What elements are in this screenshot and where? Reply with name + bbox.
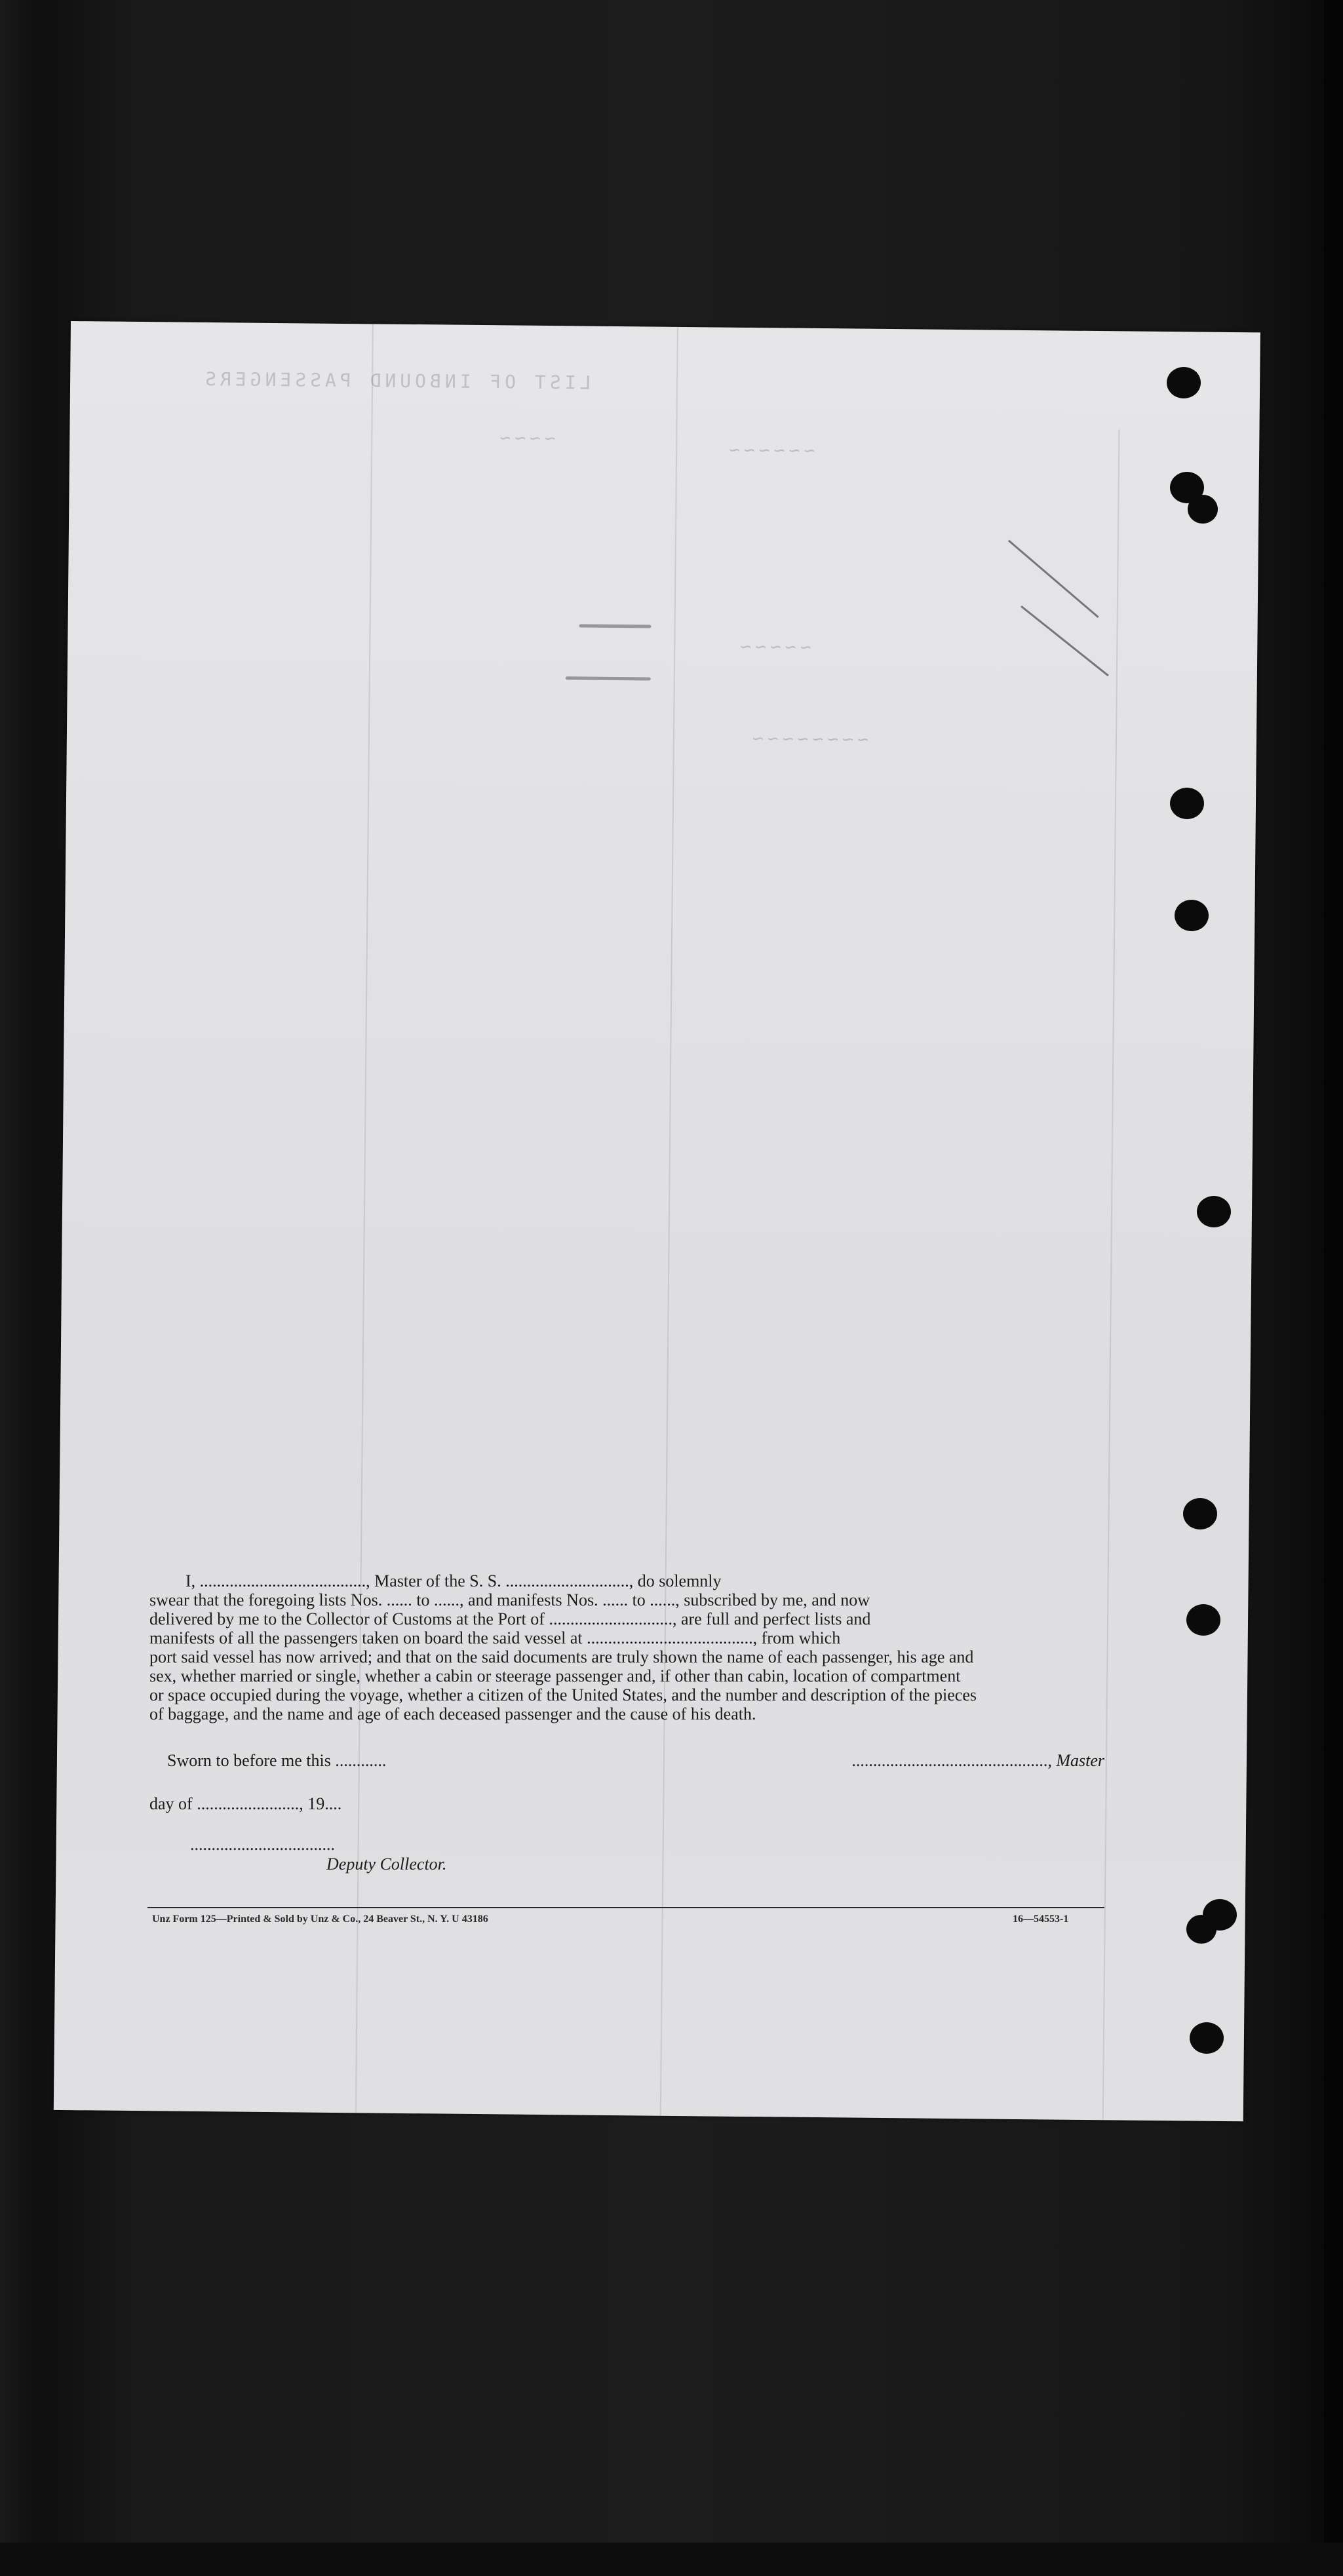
oath-line: or space occupied during the voyage, whether a citizen of the United States, and the number and description of the pieces <box>149 1685 977 1704</box>
footer-rule <box>147 1907 1104 1908</box>
oath-line: sex, whether married or single, whether a cabin or steerage passenger and, if other than cabin, location of compartment <box>149 1666 961 1685</box>
master-dots: .............................................. <box>851 1751 1048 1770</box>
show-through-text: ~~~~~~~~ <box>748 727 868 750</box>
sworn-row <box>167 1751 1104 1773</box>
sworn-text: Sworn to before me this ............ <box>167 1751 387 1770</box>
show-through-text: ~~~~~ <box>736 635 811 658</box>
scan-right-edge <box>1324 0 1343 2576</box>
form-number: 16—54553-1 <box>1013 1913 1069 1925</box>
show-through-text: ~~~~ <box>496 427 556 450</box>
master-signature-line <box>851 1751 1104 1771</box>
day-text: day of ........................, 19.... <box>149 1794 342 1813</box>
punch-hole <box>1183 1498 1217 1529</box>
punch-hole <box>1186 1604 1220 1636</box>
show-through-text: LIST OF INBOUND PASSENGERS <box>201 368 591 394</box>
oath-line: of baggage, and the name and age of each deceased passenger and the cause of his death. <box>149 1704 756 1723</box>
punch-hole <box>1190 2022 1224 2054</box>
punch-hole <box>1186 1915 1216 1944</box>
printer-imprint: Unz Form 125—Printed & Sold by Unz & Co., 24 Beaver St., N. Y. U 43186 <box>152 1913 488 1925</box>
oath-line: I, ......................................., Master of the S. S. ............................., do solemnly <box>185 1571 722 1590</box>
oath-line: delivered by me to the Collector of Customs at the Port of ............................., are full and perfect lists and <box>149 1609 871 1628</box>
punch-hole <box>1197 1196 1231 1227</box>
scan-bottom-edge <box>0 2543 1343 2576</box>
show-through-mark <box>566 676 651 680</box>
bleed-column-line <box>355 324 374 2113</box>
bleed-column-line <box>660 327 678 2116</box>
oath-line: swear that the foregoing lists Nos. ...... to ......, and manifests Nos. ...... to ......, subscribed by me, and now <box>149 1590 870 1609</box>
punch-hole <box>1170 788 1204 819</box>
show-through-text: ~~~~~~ <box>725 438 815 461</box>
bleed-column-line <box>1102 429 1120 2120</box>
master-label: , Master <box>1047 1751 1104 1770</box>
master-oath-paragraph <box>149 1571 1103 1723</box>
oath-line: manifests of all the passengers taken on board the said vessel at ......................................., from which <box>149 1628 841 1647</box>
punch-hole <box>1167 367 1201 398</box>
punch-hole <box>1175 900 1209 931</box>
deputy-signature-dots: .................................. <box>190 1835 335 1854</box>
punch-hole <box>1188 495 1218 524</box>
deputy-collector-label: Deputy Collector. <box>326 1855 447 1874</box>
oath-line: port said vessel has now arrived; and that on the said documents are truly shown the name of each passenger, his age and <box>149 1647 974 1666</box>
show-through-mark <box>579 624 652 628</box>
